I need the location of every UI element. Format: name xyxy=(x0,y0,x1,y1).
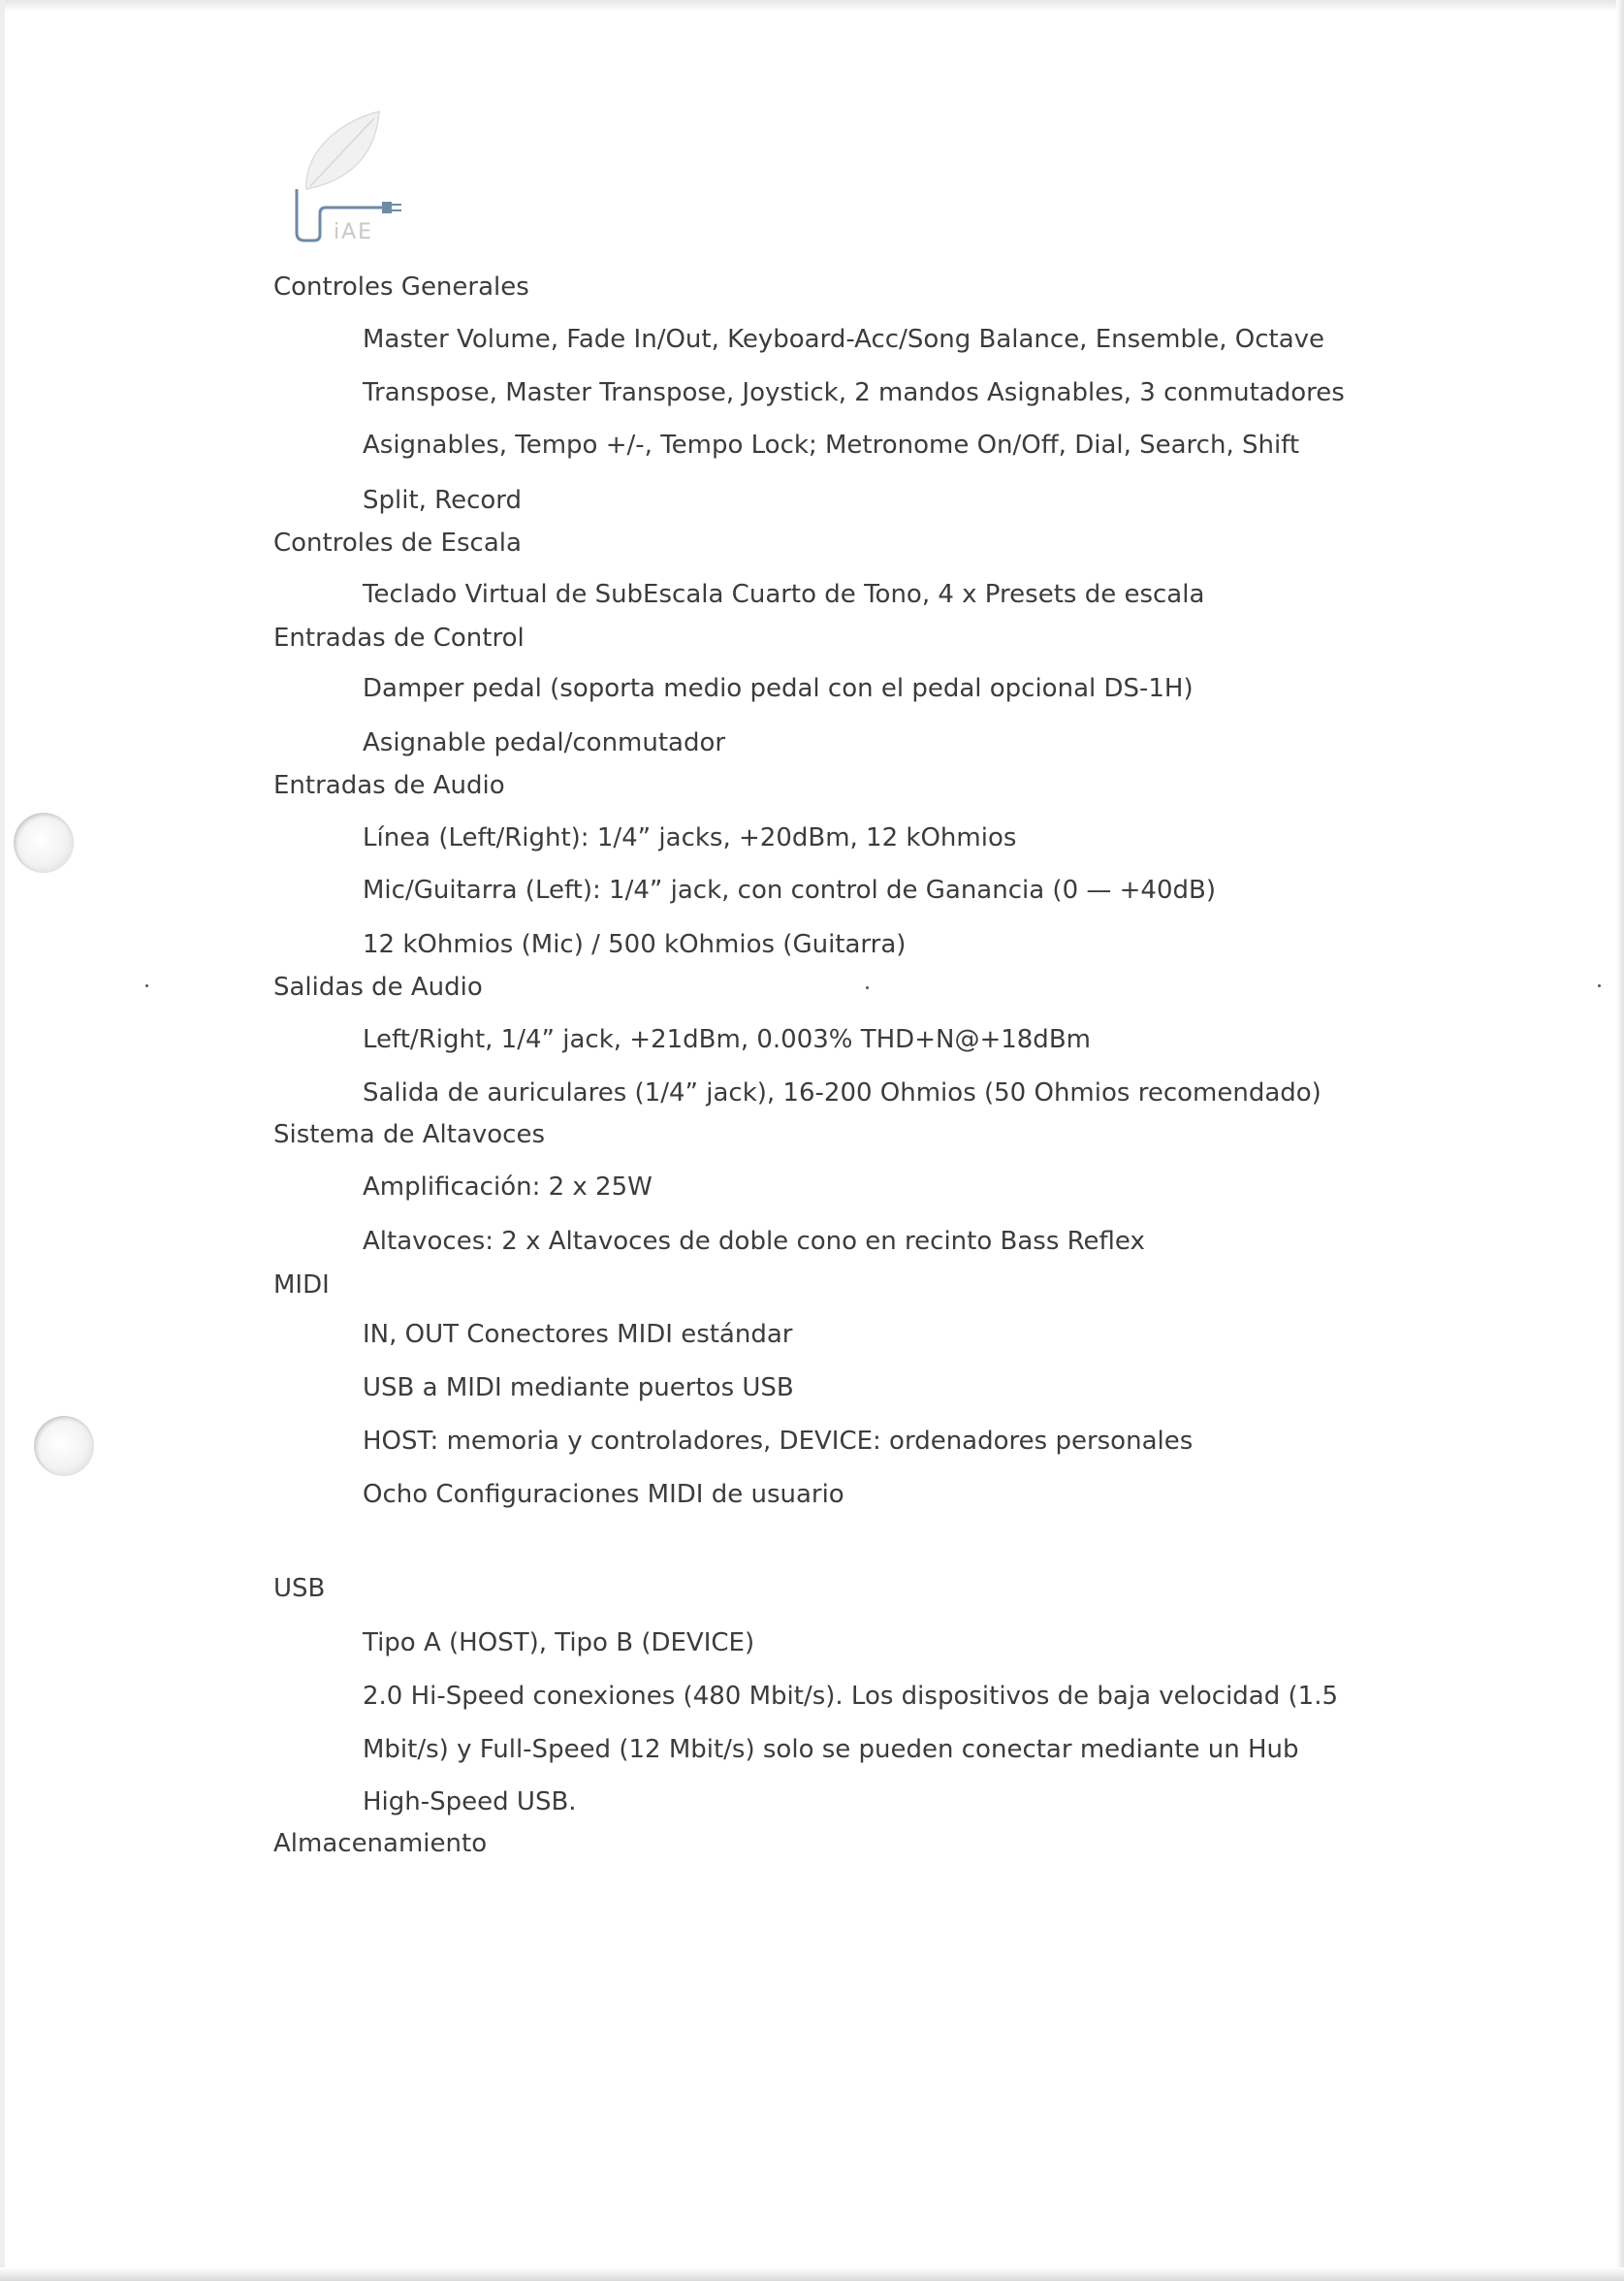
section-heading: Almacenamiento xyxy=(273,1829,488,1858)
spec-line: Altavoces: 2 x Altavoces de doble cono en recinto Bass Reflex xyxy=(363,1227,1145,1256)
spec-line: Transpose, Master Transpose, Joystick, 2 mandos Asignables, 3 conmutadores xyxy=(363,378,1345,407)
section-heading: Controles Generales xyxy=(273,273,529,302)
spec-line: Salida de auriculares (1/4” jack), 16-200 Ohmios (50 Ohmios recomendado) xyxy=(363,1078,1321,1108)
spec-line: Mic/Guitarra (Left): 1/4” jack, con control de Ganancia (0 — +40dB) xyxy=(363,876,1217,905)
scan-bottom-edge xyxy=(0,2267,1624,2281)
spec-line: USB a MIDI mediante puertos USB xyxy=(363,1373,794,1402)
scan-top-edge xyxy=(0,0,1624,12)
spec-line: IN, OUT Conectores MIDI estándar xyxy=(363,1320,793,1349)
section-heading: MIDI xyxy=(273,1270,330,1300)
section-heading: Salidas de Audio xyxy=(273,973,483,1002)
spec-line: Master Volume, Fade In/Out, Keyboard-Acc/Song Balance, Ensemble, Octave xyxy=(363,325,1325,354)
section-heading: USB xyxy=(273,1574,326,1603)
section-heading: Sistema de Altavoces xyxy=(273,1120,546,1149)
spec-line: Left/Right, 1/4” jack, +21dBm, 0.003% THD+N@+18dBm xyxy=(363,1025,1091,1054)
spec-line: Asignables, Tempo +/-, Tempo Lock; Metronome On/Off, Dial, Search, Shift xyxy=(363,431,1300,460)
spec-line: Split, Record xyxy=(363,486,523,515)
spec-line: HOST: memoria y controladores, DEVICE: ordenadores personales xyxy=(363,1427,1194,1456)
scan-right-edge xyxy=(1616,0,1624,2281)
scan-speck xyxy=(1598,984,1601,987)
spec-line: Amplificación: 2 x 25W xyxy=(363,1173,653,1202)
company-logo xyxy=(287,107,413,242)
spec-line: 2.0 Hi-Speed conexiones (480 Mbit/s). Los dispositivos de baja velocidad (1.5 xyxy=(363,1682,1339,1711)
punch-hole xyxy=(14,813,74,873)
section-heading: Controles de Escala xyxy=(273,529,522,558)
spec-line: 12 kOhmios (Mic) / 500 kOhmios (Guitarra) xyxy=(363,930,907,959)
spec-line: Asignable pedal/conmutador xyxy=(363,728,726,757)
section-heading: Entradas de Audio xyxy=(273,771,505,800)
spec-line: High-Speed USB. xyxy=(363,1787,577,1816)
leaf-plug-icon xyxy=(287,107,413,242)
spec-line: Ocho Configuraciones MIDI de usuario xyxy=(363,1480,844,1509)
scan-speck xyxy=(145,984,148,987)
spec-line: Teclado Virtual de SubEscala Cuarto de Tono, 4 x Presets de escala xyxy=(363,580,1205,609)
spec-line: Línea (Left/Right): 1/4” jacks, +20dBm, 12 kOhmios xyxy=(363,823,1017,852)
section-heading: Entradas de Control xyxy=(273,624,525,653)
punch-hole xyxy=(34,1416,94,1476)
scan-left-edge xyxy=(0,0,5,2281)
spec-line: Tipo A (HOST), Tipo B (DEVICE) xyxy=(363,1628,755,1657)
svg-text:iAE: iAE xyxy=(334,220,374,242)
spec-line: Mbit/s) y Full-Speed (12 Mbit/s) solo se pueden conectar mediante un Hub xyxy=(363,1735,1299,1764)
scan-speck xyxy=(866,986,869,989)
spec-line: Damper pedal (soporta medio pedal con el pedal opcional DS-1H) xyxy=(363,674,1194,703)
